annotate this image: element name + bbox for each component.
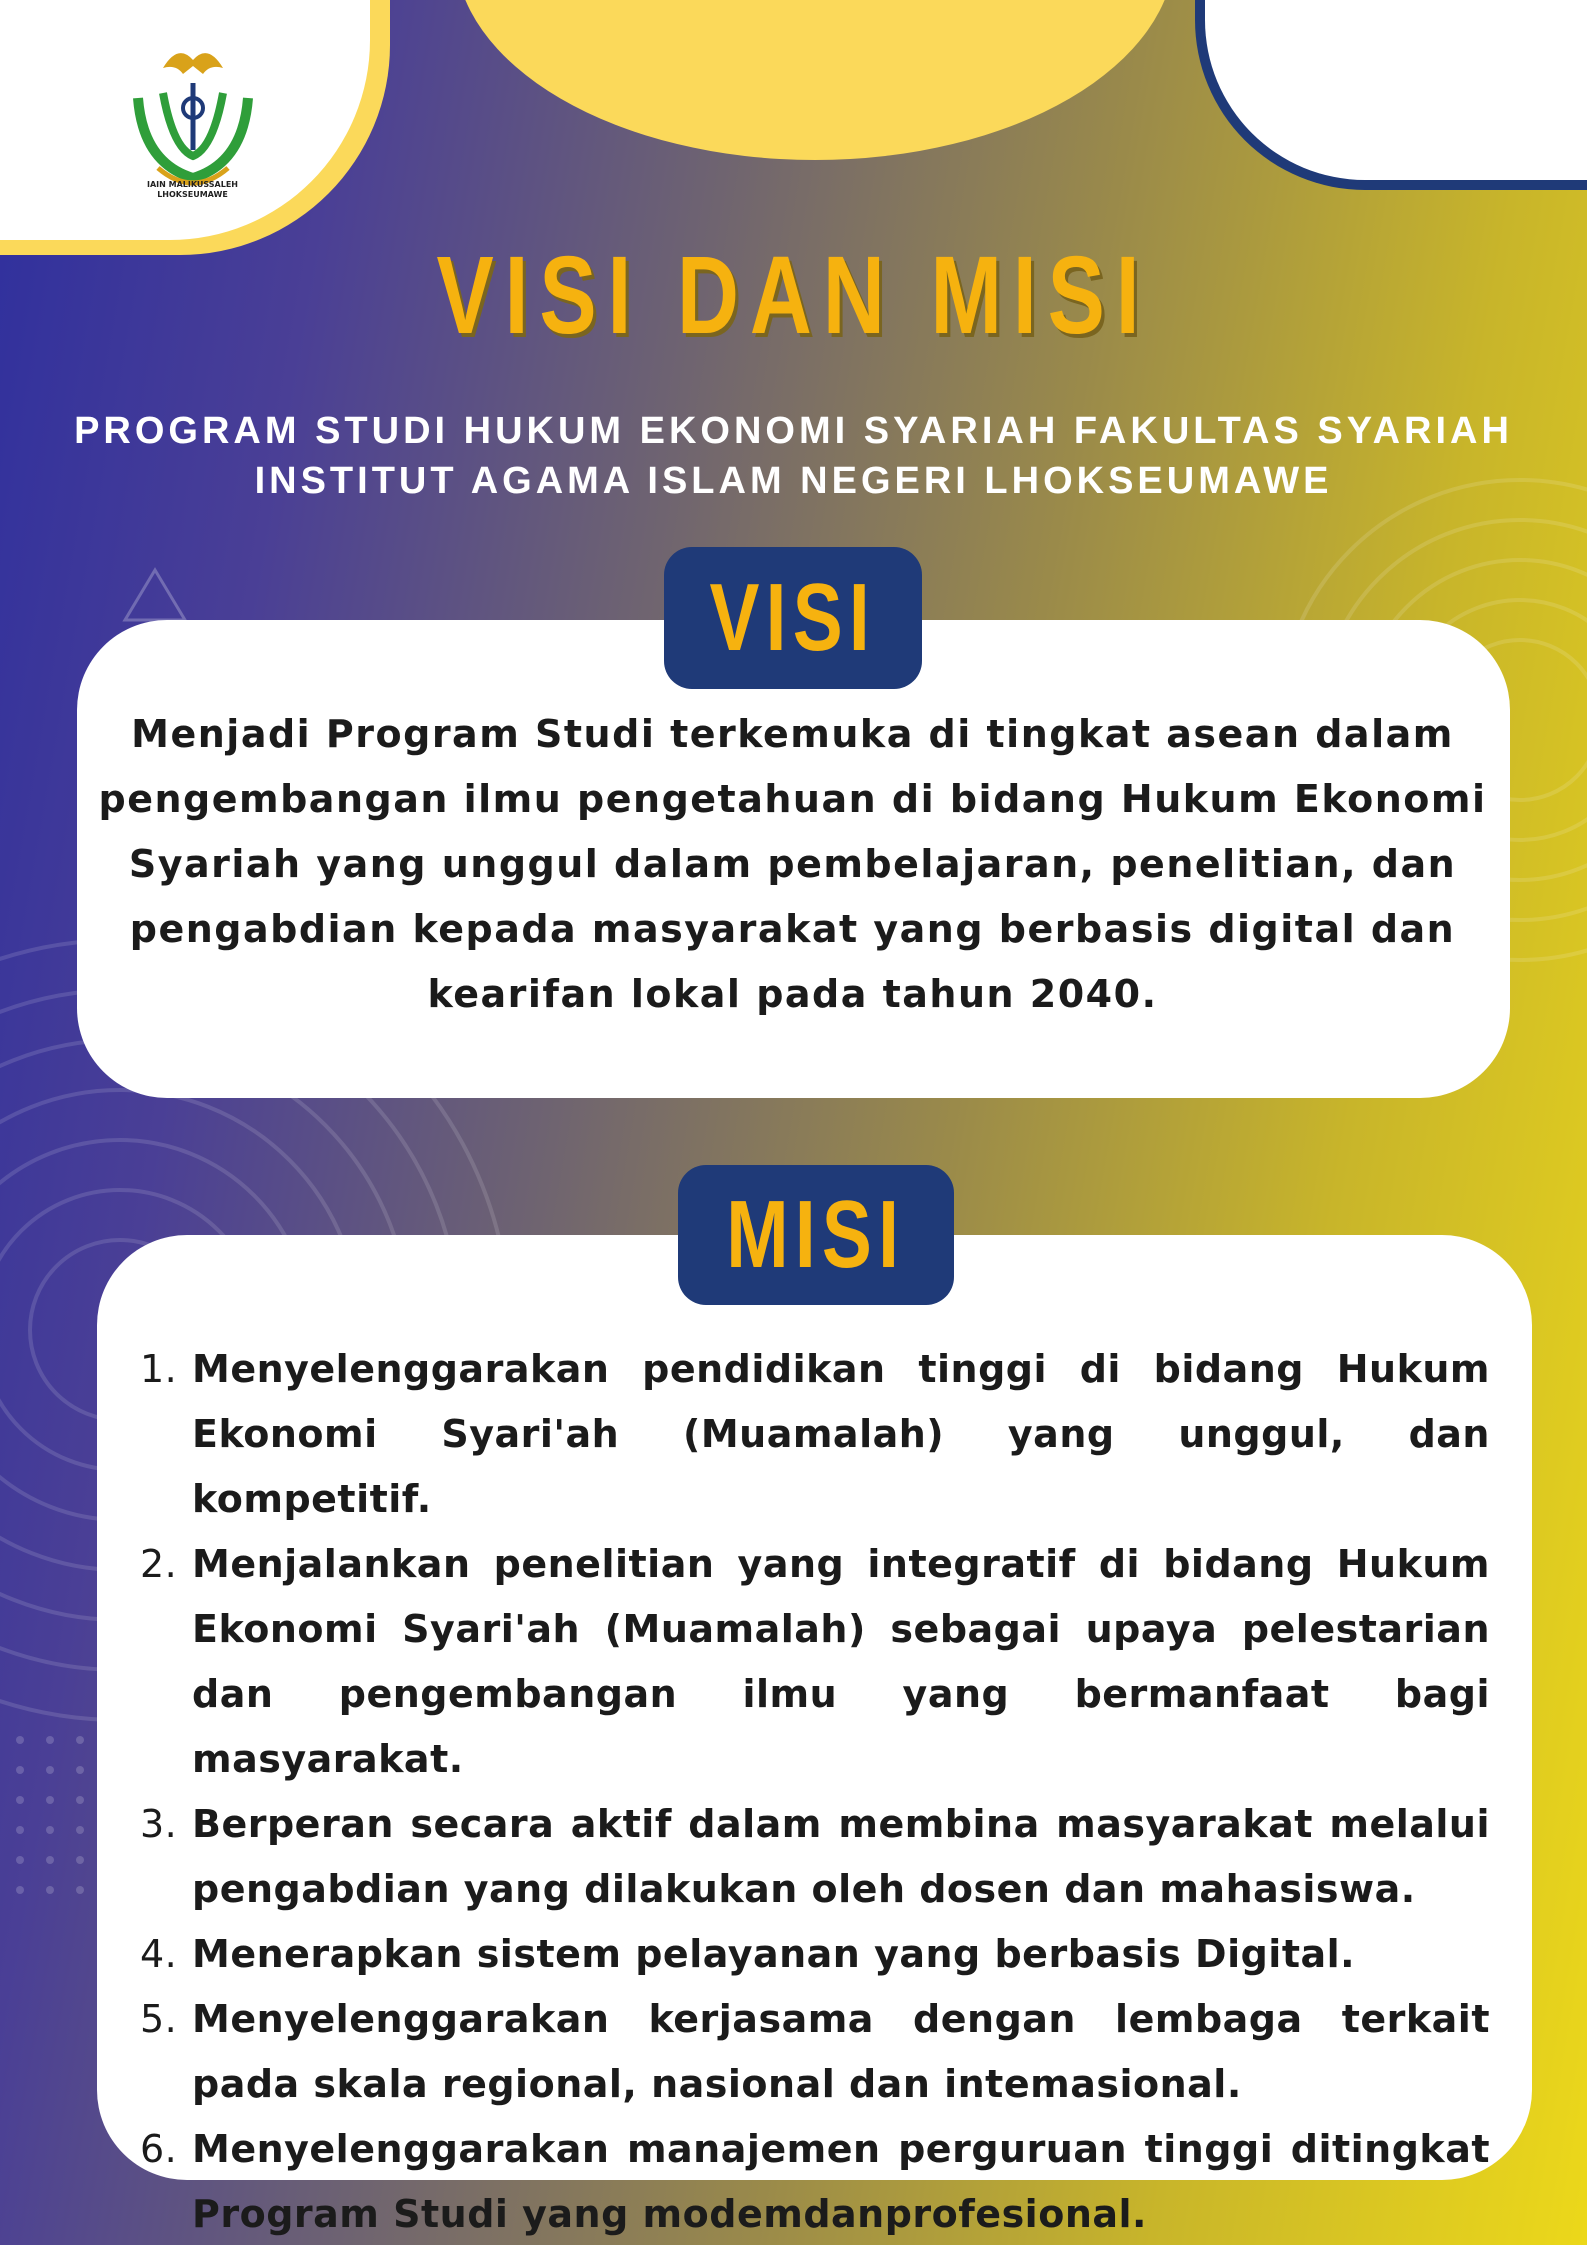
list-item-text: Menyelenggarakan pendidikan tinggi di bidang Hukum Ekonomi Syari'ah (Muamalah) yang unggul, dan kompetitif. [192,1347,1490,1521]
logo-caption-line2: LHOKSEUMAWE [157,190,228,199]
list-item [140,1792,1490,1922]
visi-label [664,547,922,689]
visi-text: Menjadi Program Studi terkemuka di tingkat asean dalam pengembangan ilmu pengetahuan di bidang Hukum Ekonomi Syariah yang unggul dalam pembelajaran, penelitian, dan pengabdian kepada masyarakat yang berbasis digital dan kearifan lokal pada tahun 2040. [98,712,1487,1016]
list-item-text: Menyelenggarakan manajemen perguruan tinggi ditingkat Program Studi yang modemdanprofesional. [192,2127,1490,2236]
misi-label-text: MISI [726,1181,906,1288]
page-title: VISI DAN MISI [436,234,1151,357]
list-item-text: Menerapkan sistem pelayanan yang berbasis Digital. [192,1932,1356,1976]
list-item-number: 5. [140,1997,178,2041]
list-item [140,1987,1490,2117]
logo-caption [110,180,275,200]
list-item-text: Menyelenggarakan kerjasama dengan lembaga terkait pada skala regional, nasional dan intemasional. [192,1997,1490,2106]
list-item-number: 4. [140,1932,178,1976]
list-item [140,1922,1490,1987]
list-item-number: 1. [140,1347,178,1391]
list-item [140,2117,1490,2245]
list-item-text: Menjalankan penelitian yang integratif di bidang Hukum Ekonomi Syari'ah (Muamalah) sebagai upaya pelestarian dan pengembangan ilmu yang bermanfaat bagi masyarakat. [192,1542,1490,1781]
list-item-number: 3. [140,1802,178,1846]
list-item [140,1532,1490,1792]
logo-caption-line1: IAIN MALIKUSSALEH [146,180,239,189]
misi-label [678,1165,954,1305]
visi-label-text: VISI [709,564,877,671]
subtitle-line2: INSTITUT AGAMA ISLAM NEGERI LHOKSEUMAWE [254,460,1333,502]
list-item-text: Berperan secara aktif dalam membina masyarakat melalui pengabdian yang dilakukan oleh dosen dan mahasiswa. [192,1802,1490,1911]
list-item-number: 2. [140,1542,178,1586]
subtitle-line1: PROGRAM STUDI HUKUM EKONOMI SYARIAH FAKULTAS SYARIAH [74,410,1513,452]
misi-list [140,1337,1490,2245]
list-item [140,1337,1490,1532]
list-item-number: 6. [140,2127,178,2171]
